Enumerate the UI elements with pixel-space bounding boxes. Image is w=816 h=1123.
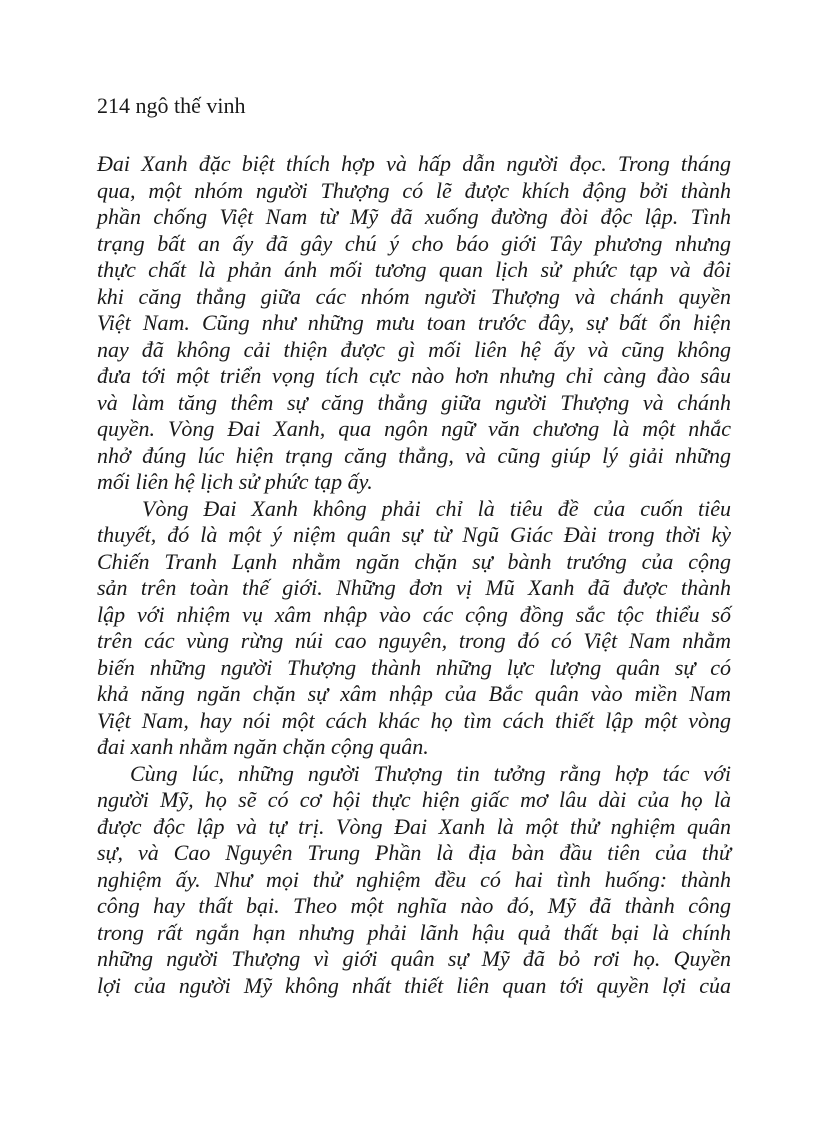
text-line: những người Thượng vì giới quân sự Mỹ đã bỏ rơi họ. Quyền <box>97 946 731 971</box>
text-line: quyền. Vòng Đai Xanh, qua ngôn ngữ văn chương là một nhắc <box>97 416 731 441</box>
paragraph-2 <box>97 496 731 761</box>
running-head: 214 ngô thế vinh <box>97 93 246 118</box>
text-line: Chiến Tranh Lạnh nhằm ngăn chặn sự bành trướng của cộng <box>97 548 731 574</box>
text-line: trạng bất an ấy đã gây chú ý cho báo giới Tây phương nhưng <box>97 230 731 256</box>
text-line: công hay thất bại. Theo một nghĩa nào đó, Mỹ đã thành công <box>97 893 731 918</box>
text-line: thuyết, đó là một ý niệm quân sự từ Ngũ Giác Đài trong thời kỳ <box>97 522 731 547</box>
text-line: trong rất ngắn hạn nhưng phải lãnh hậu quả thất bại là chính <box>97 919 731 945</box>
text-line: sự, và Cao Nguyên Trung Phần là địa bàn đầu tiên của thử <box>97 840 731 865</box>
text-line: mối liên hệ lịch sử phức tạp ấy. <box>97 469 373 494</box>
text-line: Việt Nam. Cũng như những mưu toan trước đây, sự bất ổn hiện <box>97 310 731 335</box>
paragraph-1 <box>97 151 731 496</box>
text-line: phần chống Việt Nam từ Mỹ đã xuống đường đòi độc lập. Tình <box>97 204 731 229</box>
text-line: được độc lập và tự trị. Vòng Đai Xanh là một thử nghiệm quân <box>97 813 731 839</box>
text-line: khi căng thẳng giữa các nhóm người Thượng và chánh quyền <box>97 283 731 309</box>
text-line: qua, một nhóm người Thượng có lẽ được khích động bởi thành <box>97 177 731 203</box>
text-line: biến những người Thượng thành những lực lượng quân sự có <box>97 654 731 680</box>
text-line: nay đã không cải thiện được gì mối liên hệ ấy và cũng không <box>97 336 731 362</box>
text-line: Cùng lúc, những người Thượng tin tưởng rằng hợp tác với <box>130 760 731 786</box>
text-line: Đai Xanh đặc biệt thích hợp và hấp dẫn người đọc. Trong tháng <box>97 151 731 176</box>
text-line: sản trên toàn thế giới. Những đơn vị Mũ Xanh đã được thành <box>97 575 731 600</box>
text-line: lợi của người Mỹ không nhất thiết liên quan tới quyền lợi của <box>97 972 731 998</box>
text-line: trên các vùng rừng núi cao nguyên, trong đó có Việt Nam nhằm <box>97 628 731 653</box>
text-line: và làm tăng thêm sự căng thẳng giữa người Thượng và chánh <box>97 389 731 415</box>
text-line: Việt Nam, hay nói một cách khác họ tìm cách thiết lập một vòng <box>97 707 731 733</box>
text-line: thực chất là phản ánh mối tương quan lịch sử phức tạp và đôi <box>97 257 731 282</box>
text-line: Vòng Đai Xanh không phải chỉ là tiêu đề của cuốn tiêu <box>142 495 731 521</box>
paragraph-3 <box>97 761 731 1000</box>
text-line: đưa tới một triển vọng tích cực nào hơn nhưng chỉ càng đào sâu <box>97 363 731 388</box>
text-line: khả năng ngăn chặn sự xâm nhập của Bắc quân vào miền Nam <box>97 681 731 706</box>
text-line: người Mỹ, họ sẽ có cơ hội thực hiện giấc mơ lâu dài của họ là <box>97 787 731 812</box>
text-line: nhở đúng lúc hiện trạng căng thẳng, và cũng giúp lý giải những <box>97 442 731 468</box>
text-line: lập với nhiệm vụ xâm nhập vào các cộng đồng sắc tộc thiểu số <box>97 601 731 627</box>
text-line: đai xanh nhằm ngăn chặn cộng quân. <box>97 734 429 759</box>
page-body <box>97 151 731 999</box>
text-line: nghiệm ấy. Như mọi thử nghiệm đều có hai tình huống: thành <box>97 866 731 892</box>
